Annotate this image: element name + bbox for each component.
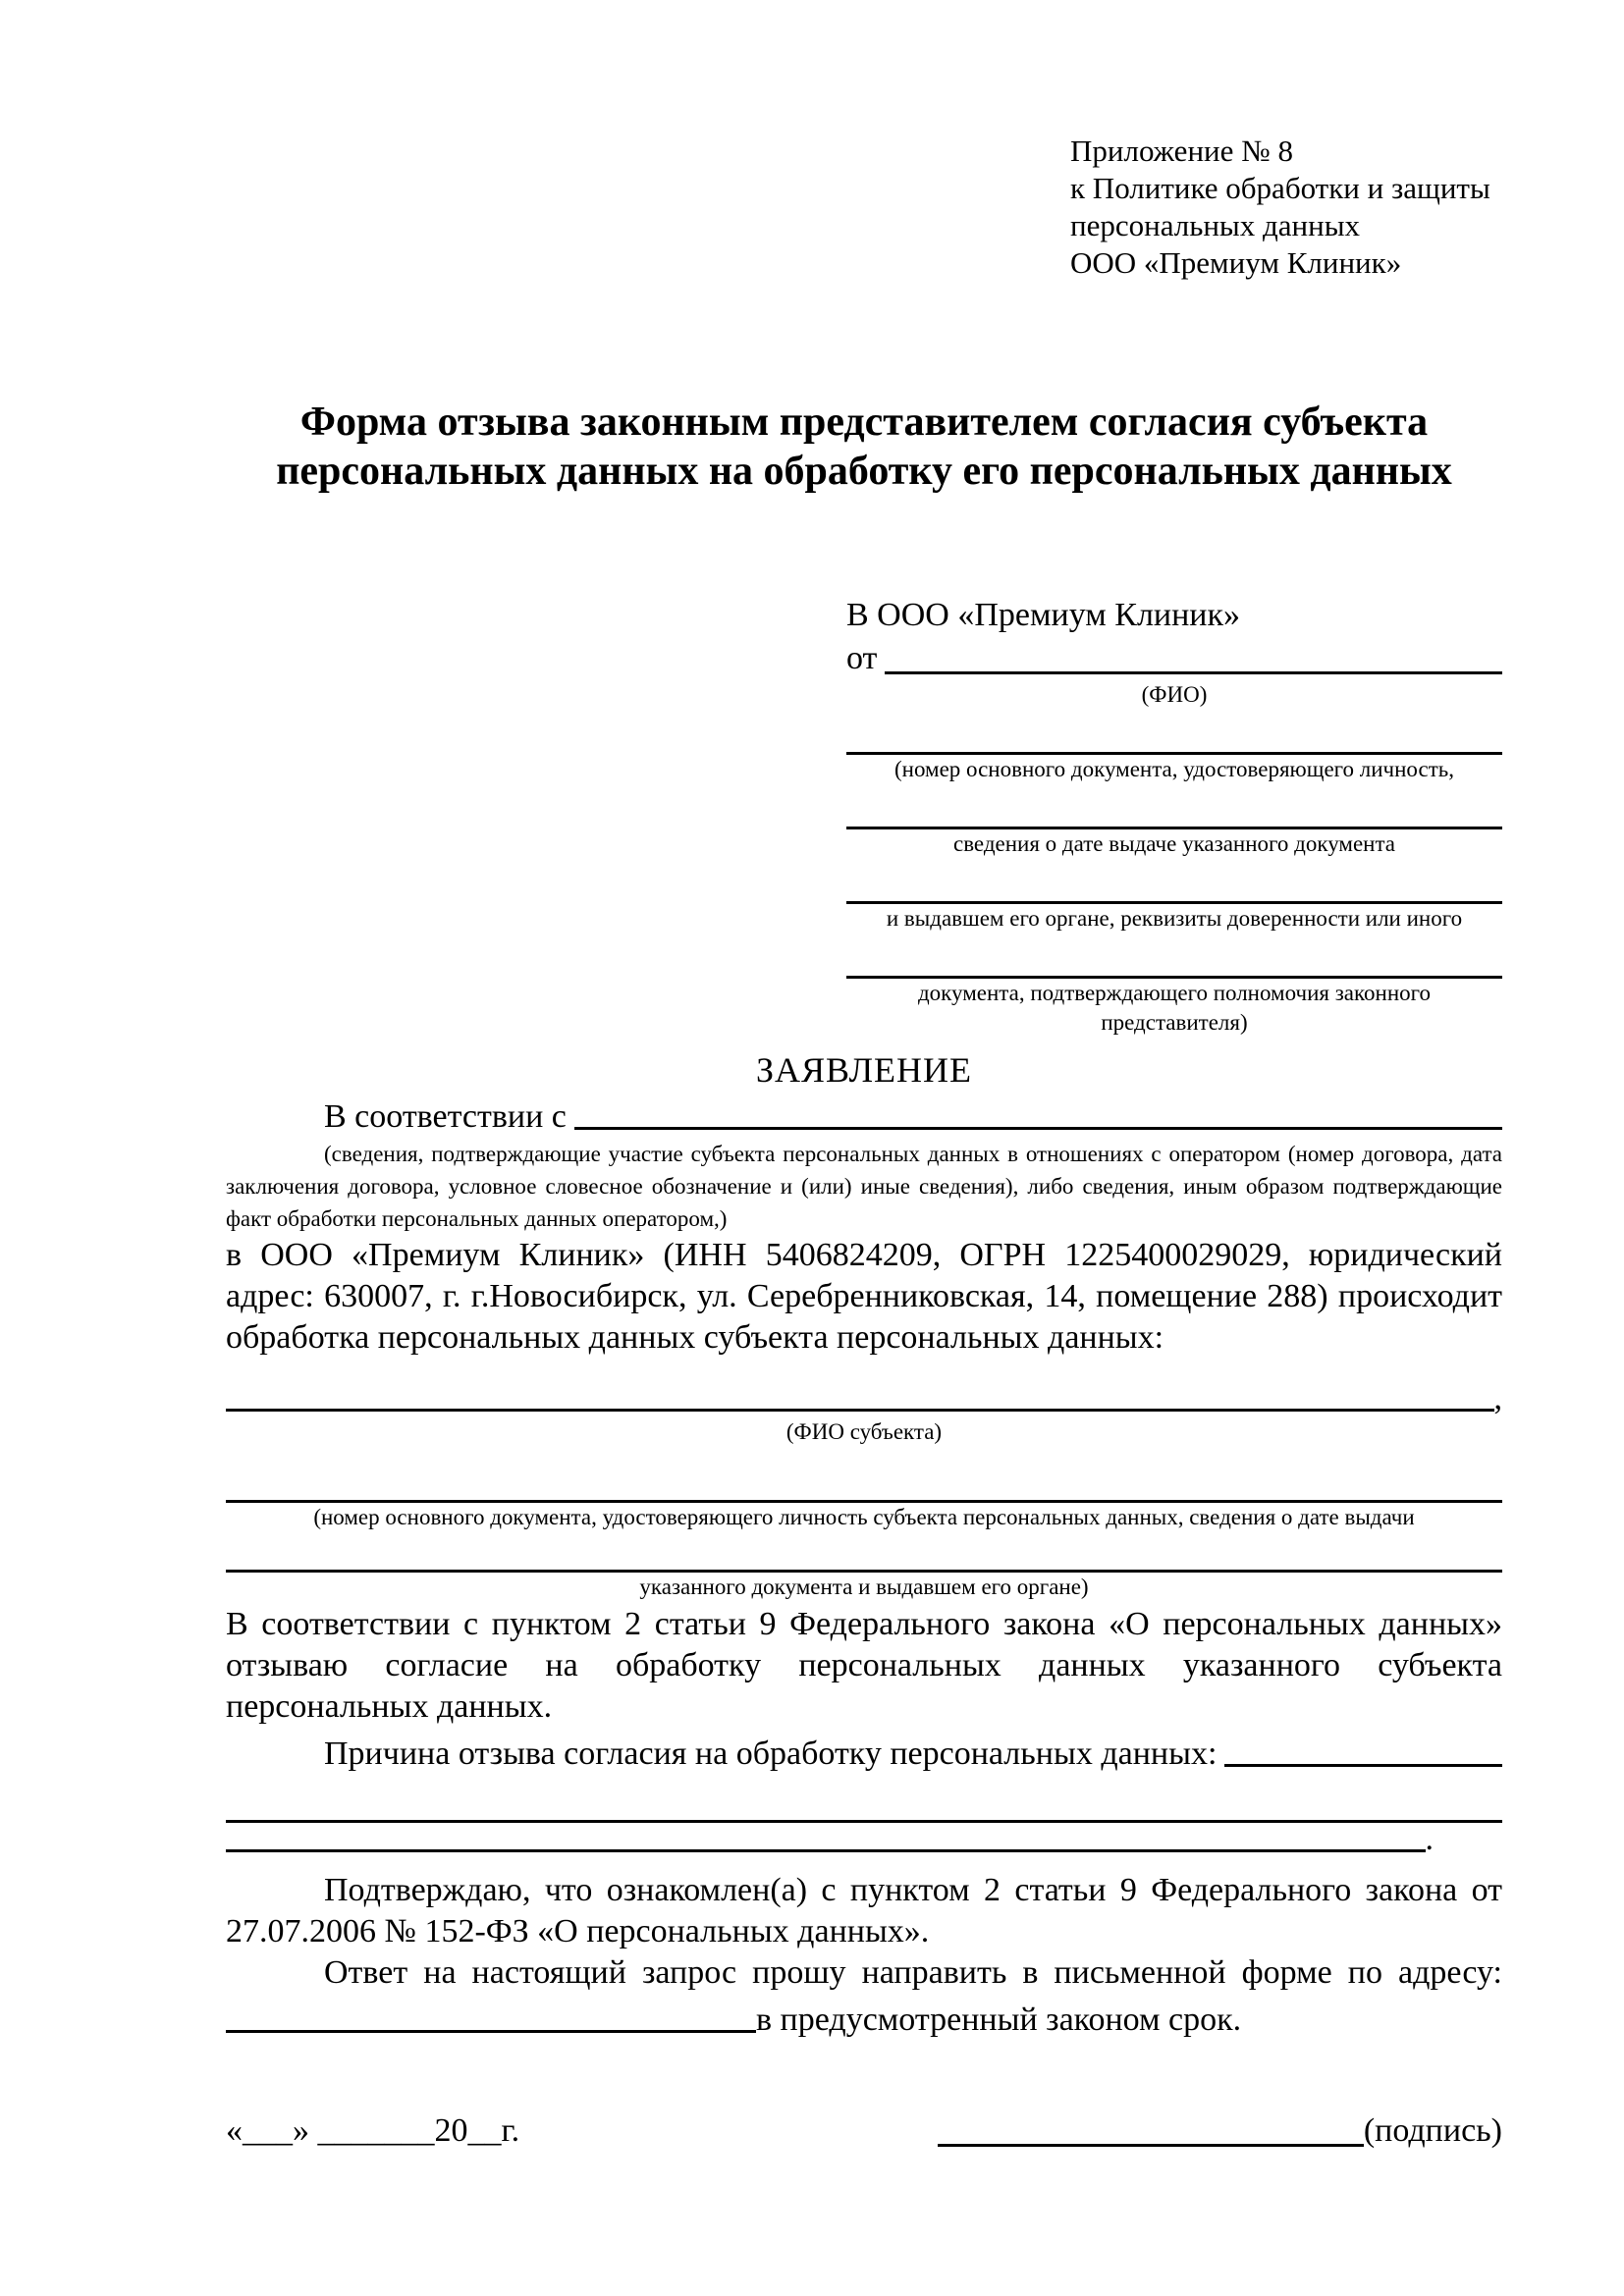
appendix-block bbox=[1070, 133, 1502, 282]
addressee-block bbox=[846, 594, 1502, 1038]
signature-line bbox=[938, 2144, 1364, 2147]
appendix-line: ООО «Премиум Клиник» bbox=[1070, 245, 1402, 280]
confirmation-paragraph: Подтверждаю, что ознакомлен(а) с пунктом 2 статьи 9 Федерального закона от 27.07.2006 № 152-ФЗ «О персональных данных». bbox=[226, 1872, 1502, 1949]
reason-row bbox=[226, 1728, 1502, 1773]
subject-doc-field bbox=[226, 1461, 1502, 1532]
subject-line-comma: , bbox=[1493, 1380, 1502, 1416]
representative-doc-line bbox=[846, 934, 1502, 979]
subject-fio-row bbox=[226, 1374, 1502, 1417]
appendix-line: персональных данных bbox=[1070, 208, 1361, 242]
basis-note: (сведения, подтверждающие участие субъекта персональных данных в отношениях с оператором (номер договора, дата заключения договора, условное словесное обозначение и (или) иные сведения), либо сведения, иным образом подтверждающие факт обработки персональных данных оператором,) bbox=[226, 1142, 1502, 1231]
representative-doc-caption: и выдавшем его органе, реквизиты доверенности или иного bbox=[886, 906, 1463, 931]
basis-row bbox=[226, 1093, 1502, 1136]
basis-field-line bbox=[574, 1127, 1502, 1130]
representative-doc-caption: документа, подтверждающего полномочия законного представителя) bbox=[917, 981, 1431, 1035]
operator-paragraph: в ООО «Премиум Клиник» (ИНН 5406824209, ОГРН 1225400029029, юридический адрес: 630007, г. г.Новосибирск, ул. Серебренниковская, 14, помещение 288) происходит обработка персональных данных субъекта персональных данных: bbox=[226, 1237, 1502, 1356]
representative-doc-line bbox=[846, 710, 1502, 755]
subject-doc-caption: указанного документа и выдавшем его органе) bbox=[639, 1575, 1089, 1599]
appendix-line: Приложение № 8 bbox=[1070, 133, 1293, 168]
signature-caption: (подпись) bbox=[1363, 2112, 1502, 2149]
subject-doc-caption: (номер основного документа, удостоверяющего личность субъекта персональных данных, сведения о дате выдачи bbox=[313, 1505, 1415, 1529]
reply-suffix: в предусмотренный законом срок. bbox=[756, 2002, 1242, 2038]
from-label: от bbox=[846, 640, 878, 676]
representative-doc-caption: сведения о дате выдаче указанного документа bbox=[952, 831, 1396, 856]
representative-doc-field bbox=[846, 859, 1502, 934]
reply-address-line bbox=[226, 2030, 756, 2033]
reason-field-line bbox=[1224, 1764, 1502, 1767]
representative-doc-field bbox=[846, 784, 1502, 859]
footer-row bbox=[226, 2109, 1502, 2153]
representative-doc-field bbox=[846, 710, 1502, 784]
addressee-organization: В ООО «Премиум Клиник» bbox=[846, 597, 1241, 633]
reason-label: Причина отзыва согласия на обработку персональных данных: bbox=[324, 1735, 1218, 1772]
representative-doc-field bbox=[846, 934, 1502, 1038]
reason-blank-line-rule bbox=[226, 1849, 1426, 1852]
subject-doc-field bbox=[226, 1532, 1502, 1602]
signature-field bbox=[938, 2109, 1502, 2153]
basis-label: В соответствии с bbox=[324, 1098, 567, 1135]
representative-doc-caption: (номер основного документа, удостоверяющего личность, bbox=[893, 757, 1454, 781]
reply-address-row bbox=[226, 1994, 1502, 2039]
blank-line-period: . bbox=[1425, 1821, 1434, 1857]
subject-doc-line bbox=[226, 1461, 1502, 1503]
representative-doc-line bbox=[846, 784, 1502, 829]
reply-paragraph: Ответ на настоящий запрос прошу направить в письменной форме по адресу: bbox=[324, 1954, 1502, 1991]
reason-blank-line bbox=[226, 1823, 1434, 1858]
subject-doc-line bbox=[226, 1532, 1502, 1573]
subject-fio-line bbox=[226, 1409, 1494, 1412]
document-title: Форма отзыва законным представителем согласия субъекта персональных данных на обработку его персональных данных bbox=[276, 400, 1452, 494]
representative-fio-line bbox=[885, 671, 1502, 674]
representative-doc-line bbox=[846, 859, 1502, 904]
subject-fio-caption: (ФИО субъекта) bbox=[785, 1419, 943, 1444]
reason-blank-line bbox=[226, 1773, 1502, 1823]
withdrawal-paragraph: В соответствии с пунктом 2 статьи 9 Федерального закона «О персональных данных» отзываю согласие на обработку персональных данных указанного субъекта персональных данных. bbox=[226, 1606, 1502, 1725]
fio-caption: (ФИО) bbox=[1141, 682, 1208, 707]
appendix-line: к Политике обработки и защиты bbox=[1070, 171, 1490, 205]
from-row bbox=[846, 637, 1502, 680]
statement-heading: ЗАЯВЛЕНИЕ bbox=[755, 1050, 973, 1090]
date-field: «___» _______20__г. bbox=[226, 2112, 520, 2149]
